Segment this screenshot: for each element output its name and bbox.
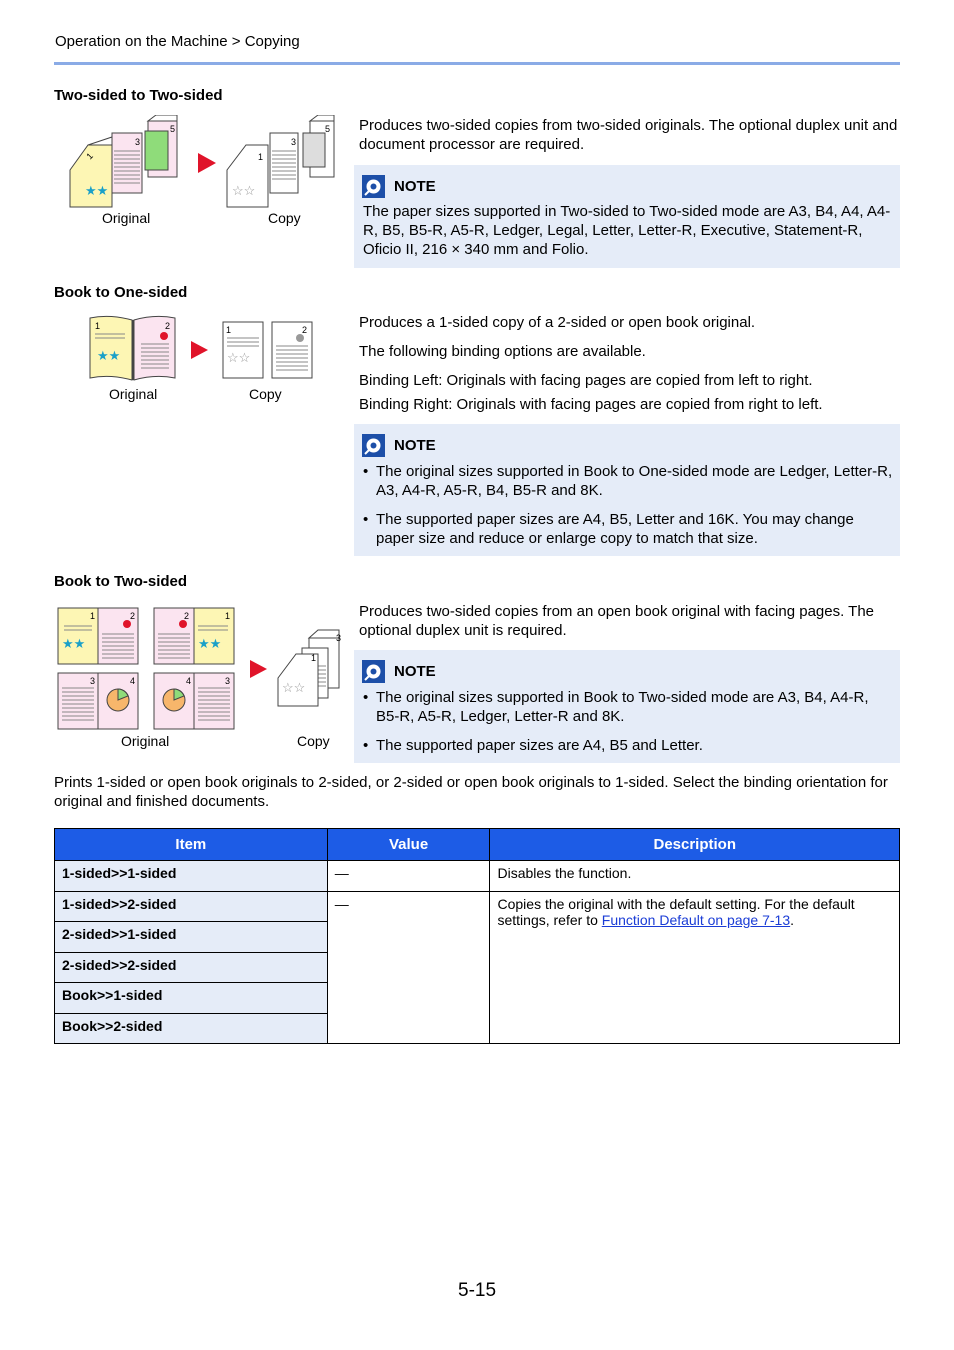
- section-title-two-sided-to-two-sided: Two-sided to Two-sided: [54, 87, 223, 104]
- copy-caption: Copy: [297, 733, 330, 749]
- book-to-two-sided-illustration: [56, 606, 351, 736]
- note-box: [354, 650, 900, 763]
- note-box: [354, 165, 900, 268]
- note-bullet: • The supported paper sizes are A4, B5 and Letter.: [363, 736, 893, 755]
- page-number-label: 2: [165, 321, 171, 331]
- column-header-description: Description: [490, 829, 900, 861]
- paragraph: Binding Left: Originals with facing pages are copied from left to right.: [359, 372, 813, 389]
- page-number-label: 4: [130, 676, 136, 686]
- item-cell: Book>>1-sided: [55, 983, 328, 1014]
- value-cell: —: [327, 891, 490, 1044]
- page-number-label: 1: [95, 321, 101, 331]
- svg-text:★★: ★★: [97, 348, 121, 363]
- svg-text:☆☆: ☆☆: [282, 680, 306, 695]
- original-caption: Original: [109, 386, 158, 402]
- note-bullet: • The original sizes supported in Book to One-sided mode are Ledger, Letter-R, A3, A4-R, A5-R, B4, B5-R and 8K.: [363, 462, 893, 500]
- svg-text:★★: ★★: [62, 636, 86, 651]
- page-number-label: 3: [90, 676, 96, 686]
- page-number-label: 5: [325, 124, 331, 134]
- paragraph: Binding Right: Originals with facing pages are copied from right to left.: [359, 396, 823, 413]
- page-number-label: 4: [186, 676, 192, 686]
- item-cell: Book>>2-sided: [55, 1013, 328, 1044]
- column-header-value: Value: [327, 829, 490, 861]
- svg-text:☆☆: ☆☆: [227, 350, 251, 365]
- note-title: NOTE: [394, 663, 436, 680]
- page-number-label: 1: [84, 150, 95, 162]
- page-number: 5-15: [458, 1280, 497, 1301]
- original-caption: Original: [102, 210, 151, 226]
- item-cell: 2-sided>>1-sided: [55, 922, 328, 953]
- note-bullet: • The supported paper sizes are A4, B5, Letter and 16K. You may change paper size and reduce or enlarge copy to match that size.: [363, 510, 893, 548]
- page-number-label: 1: [225, 611, 231, 621]
- header-rule: [54, 62, 900, 65]
- page-number-label: 5: [170, 124, 176, 134]
- page-number-label: 1: [90, 611, 96, 621]
- note-icon: [362, 660, 385, 683]
- note-title: NOTE: [394, 437, 436, 454]
- original-caption: Original: [121, 733, 170, 749]
- section-description: Produces two-sided copies from two-sided originals. The optional duplex unit and document processor are required.: [359, 117, 898, 153]
- table-row: [55, 891, 900, 922]
- note-bullet: • The original sizes supported in Book to Two-sided mode are A3, B4, A4-R, B5-R, A5-R, Ledger, Letter-R and 8K.: [363, 688, 893, 726]
- section-description: Produces two-sided copies from an open book original with facing pages. The optional duplex unit is required.: [359, 603, 875, 639]
- item-cell: 1-sided>>1-sided: [55, 861, 328, 892]
- description-cell: Disables the function.: [490, 861, 900, 892]
- description-suffix: .: [790, 911, 795, 928]
- page-number-label: 1: [226, 325, 232, 335]
- page-number-label: 2: [184, 611, 190, 621]
- breadcrumb: Operation on the Machine > Copying: [55, 33, 300, 50]
- copy-caption: Copy: [249, 386, 282, 402]
- note-text: The paper sizes supported in Two-sided to Two-sided mode are A3, B4, A4, A4-R, B5, B5-R, A5-R, Ledger, Legal, Letter, Letter-R, Executive, Statement-R, Oficio II, 216 × 340 mm and Folio.: [363, 203, 891, 258]
- note-title: NOTE: [394, 178, 436, 195]
- intro-paragraph: Prints 1-sided or open book originals to 2-sided, or 2-sided or open book originals to 1-sided. Select the binding orientation for original and finished documents.: [54, 774, 888, 810]
- page-number-label: 3: [291, 137, 297, 147]
- description-text: Copies the original with the default setting. For the default settings, refer to: [497, 895, 855, 928]
- page-number-label: 1: [311, 653, 317, 663]
- column-header-item: Item: [55, 829, 328, 861]
- paragraph: The following binding options are available.: [359, 343, 646, 360]
- function-default-link[interactable]: Function Default on page 7-13: [601, 911, 791, 928]
- svg-text:★★: ★★: [198, 636, 222, 651]
- svg-text:☆☆: ☆☆: [232, 183, 256, 198]
- note-icon: [362, 434, 385, 457]
- paragraph: Produces a 1-sided copy of a 2-sided or open book original.: [359, 314, 756, 331]
- page-number-label: 3: [336, 633, 342, 643]
- section-title-book-to-two-sided: Book to Two-sided: [54, 573, 188, 590]
- note-icon: [362, 175, 385, 198]
- description-cell: [490, 891, 900, 1044]
- item-cell: 1-sided>>2-sided: [55, 891, 328, 922]
- page-number-label: 3: [135, 137, 141, 147]
- two-sided-to-two-sided-illustration: [60, 115, 350, 215]
- copy-caption: Copy: [268, 210, 301, 226]
- note-box: [354, 424, 900, 556]
- value-cell: —: [327, 861, 490, 892]
- section-title-book-to-one-sided: Book to One-sided: [54, 284, 188, 301]
- page-number-label: 1: [258, 152, 264, 162]
- svg-text:★★: ★★: [85, 183, 109, 198]
- settings-table: [54, 828, 900, 1044]
- item-cell: 2-sided>>2-sided: [55, 952, 328, 983]
- page-number-label: 3: [225, 676, 231, 686]
- table-row: [55, 861, 900, 892]
- page-number-label: 2: [302, 325, 308, 335]
- page-number-label: 2: [130, 611, 136, 621]
- book-to-one-sided-illustration: [85, 314, 325, 384]
